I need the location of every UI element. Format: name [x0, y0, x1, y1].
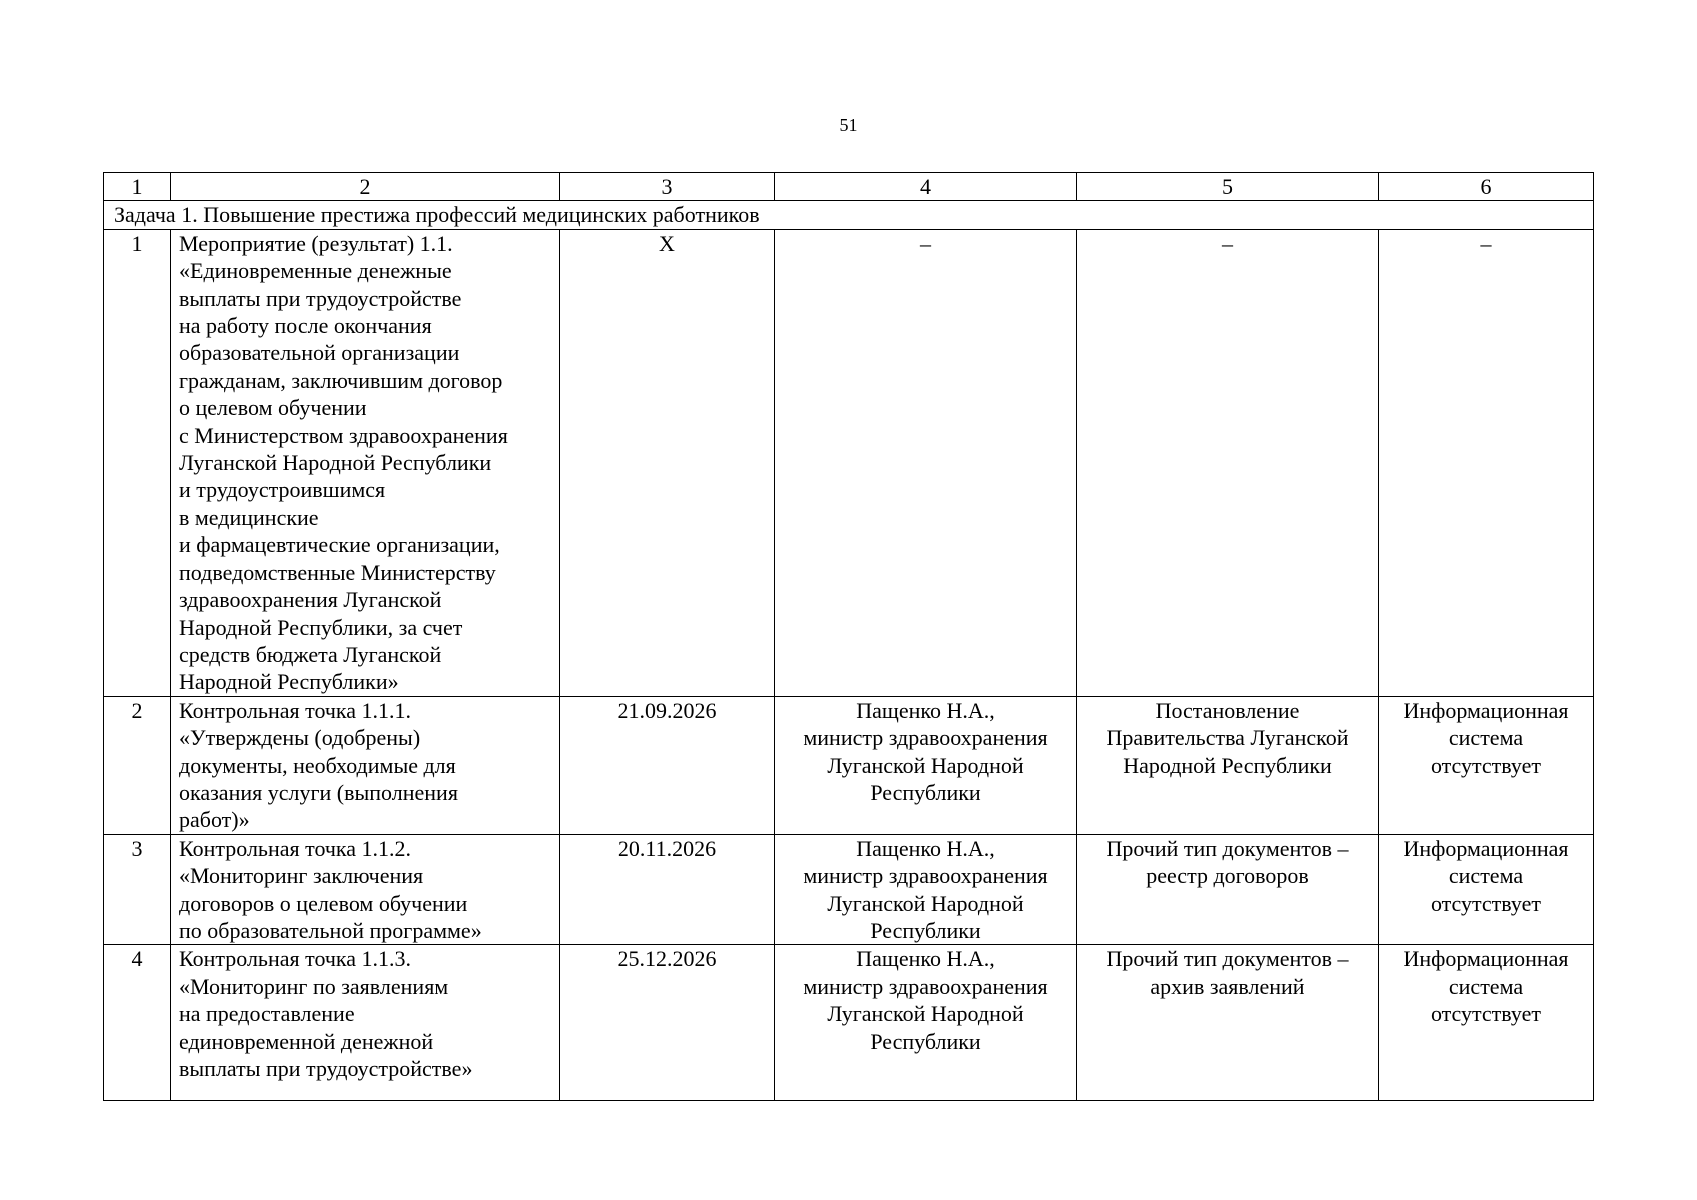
row-system: Информационная система отсутствует [1379, 696, 1594, 834]
column-number: 5 [1077, 173, 1379, 201]
row-name: Контрольная точка 1.1.2. «Мониторинг заключения договоров о целевом обучении по образовательной программе» [171, 834, 560, 945]
column-number: 2 [171, 173, 560, 201]
row-document: Постановление Правительства Луганской Народной Республики [1077, 696, 1379, 834]
row-number: 1 [104, 229, 171, 696]
section-title: Задача 1. Повышение престижа профессий медицинских работников [104, 201, 1594, 229]
column-number: 3 [560, 173, 775, 201]
row-name: Контрольная точка 1.1.1. «Утверждены (одобрены) документы, необходимые для оказания услуги (выполнения работ)» [171, 696, 560, 834]
row-responsible: Пащенко Н.А., министр здравоохранения Луганской Народной Республики [775, 696, 1077, 834]
row-document: Прочий тип документов – архив заявлений [1077, 945, 1379, 1101]
row-system: – [1379, 229, 1594, 696]
row-system: Информационная система отсутствует [1379, 945, 1594, 1101]
row-date: 25.12.2026 [560, 945, 775, 1101]
row-date: 21.09.2026 [560, 696, 775, 834]
table-row [104, 696, 1594, 834]
section-row [104, 201, 1594, 229]
table-row [104, 945, 1594, 1101]
page-number: 51 [839, 115, 858, 135]
row-responsible: Пащенко Н.А., министр здравоохранения Луганской Народной Республики [775, 945, 1077, 1101]
row-date: X [560, 229, 775, 696]
row-name: Контрольная точка 1.1.3. «Мониторинг по заявлениям на предоставление единовременной денежной выплаты при трудоустройстве» [171, 945, 560, 1101]
column-number: 4 [775, 173, 1077, 201]
column-number: 1 [104, 173, 171, 201]
table-row [104, 229, 1594, 696]
row-name: Мероприятие (результат) 1.1. «Единовременные денежные выплаты при трудоустройстве на работу после окончания образовательной организации гражданам, заключившим договор о целевом обучении с Министерством здравоохранения Луганской Народной Республики и трудоустроившимся в медицинские и фармацевтические организации, подведомственные Министерству здравоохранения Луганской Народной Республики, за счет средств бюджета Луганской Народной Республики» [171, 229, 560, 696]
row-number: 4 [104, 945, 171, 1101]
row-number: 3 [104, 834, 171, 945]
column-number-row [104, 173, 1594, 201]
column-number: 6 [1379, 173, 1594, 201]
row-document: – [1077, 229, 1379, 696]
row-responsible: – [775, 229, 1077, 696]
row-number: 2 [104, 696, 171, 834]
row-system: Информационная система отсутствует [1379, 834, 1594, 945]
row-date: 20.11.2026 [560, 834, 775, 945]
plan-table [103, 172, 1594, 1101]
row-responsible: Пащенко Н.А., министр здравоохранения Луганской Народной Республики [775, 834, 1077, 945]
row-document: Прочий тип документов – реестр договоров [1077, 834, 1379, 945]
table-row [104, 834, 1594, 945]
